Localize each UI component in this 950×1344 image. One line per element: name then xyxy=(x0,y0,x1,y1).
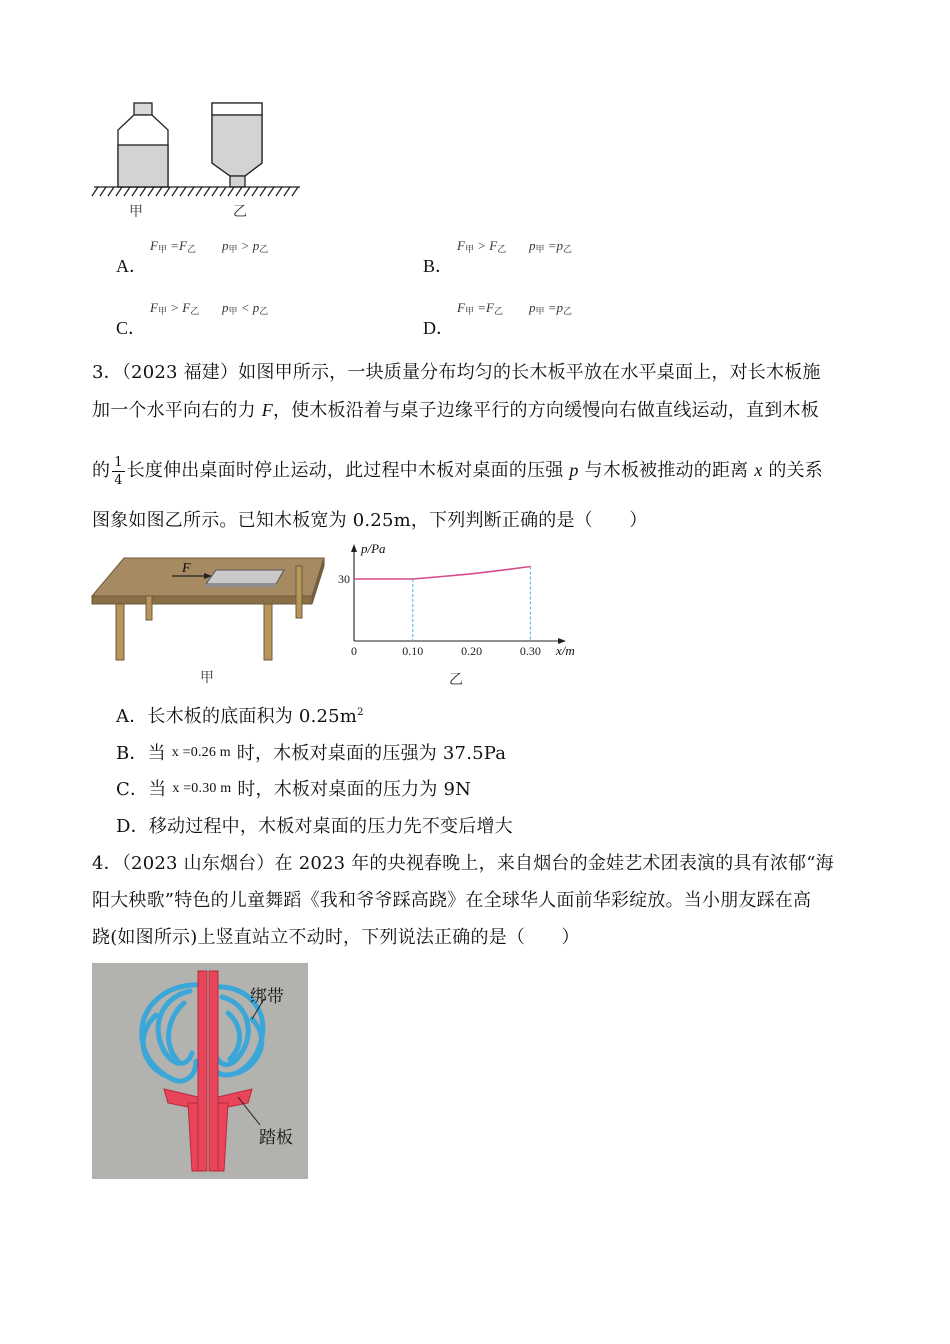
series-line xyxy=(354,567,530,580)
fig1-label-yi: 乙 xyxy=(233,204,247,220)
q3-line-1: 3．（2023 福建）如图甲所示，一块质量分布均匀的长木板平放在水平桌面上，对长木板施 xyxy=(92,362,821,383)
option-letter: B． xyxy=(116,743,148,764)
x-axis-label: x/m xyxy=(556,643,575,658)
option-formula: x =0.30 m xyxy=(172,781,232,796)
option-letter: C． xyxy=(116,779,149,800)
force-relation: $F_甲 =F_乙$ xyxy=(150,238,196,254)
q3-option-b[interactable]: B．当 x =0.26 m 时，木板对桌面的压强为 37.5Pa xyxy=(116,743,507,764)
option-letter: C． xyxy=(116,318,147,338)
bottle-jia xyxy=(118,103,168,187)
force-relation: $F_甲 =F_乙$ xyxy=(457,300,503,316)
force-relation: $F_甲 > F_乙$ xyxy=(457,238,507,254)
pressure-relation: $p_甲 < p_乙$ xyxy=(222,300,269,316)
option-letter: D． xyxy=(116,816,149,837)
q3-option-a[interactable] xyxy=(116,708,364,726)
pressure-distance-chart xyxy=(330,540,590,662)
q3-line-4: 图象如图乙所示。已知木板宽为 0.25m，下列判断正确的是（ ） xyxy=(92,510,648,531)
chart-ticks xyxy=(338,572,541,658)
pedal-label: 踏板 xyxy=(259,1128,293,1148)
option-text: 长木板的底面积为 0.25m xyxy=(147,706,358,727)
force-relation: $F_甲 > F_乙$ xyxy=(150,300,200,316)
q3-option-c[interactable]: C．当 x =0.30 m 时，木板对桌面的压力为 9N xyxy=(116,779,472,800)
ground-line xyxy=(92,187,300,196)
option-letter: A． xyxy=(116,706,148,727)
option-letter: A． xyxy=(116,256,147,276)
y-axis-arrow xyxy=(351,544,357,552)
fig1-label-jia: 甲 xyxy=(129,204,143,220)
pressure-relation: $p_甲 > p_乙$ xyxy=(222,238,269,254)
q3-option-d[interactable] xyxy=(116,818,513,836)
pressure-relation: $p_甲 =p_乙$ xyxy=(529,300,573,316)
fig3-label-yi: 乙 xyxy=(449,672,463,688)
table-figure xyxy=(88,556,328,664)
chart-axes xyxy=(351,544,566,644)
q3-line-3: 的 $\frac{1}{4}$ 长度伸出桌面时停止运动，此过程中木板对桌面的压强 p 与木板被推动的距离 x 的关系 xyxy=(92,454,824,488)
option-letter: B． xyxy=(423,256,454,276)
x-tick-label: 0.10 xyxy=(402,644,424,658)
q2-option-d[interactable] xyxy=(423,300,703,336)
option-formula: x =0.26 m xyxy=(171,745,231,760)
q4-line-1: 4．（2023 山东烟台）在 2023 年的央视春晚上，来自烟台的金娃艺术团表演的具有浓郁“海 xyxy=(92,853,834,874)
option-letter: D． xyxy=(423,318,454,338)
q2-option-b[interactable] xyxy=(423,238,703,274)
x-tick-label: 0 xyxy=(351,644,357,658)
x-tick-label: 0.30 xyxy=(519,644,541,658)
pressure-relation: $p_甲 =p_乙$ xyxy=(529,238,573,254)
force-label: F xyxy=(182,561,191,576)
q3-line-2: 加一个水平向右的力 F，使木板沿着与桌子边缘平行的方向缓慢向右做直线运动，直到木板 xyxy=(92,400,819,421)
q4-line-3: 跷(如图所示)上竖直站立不动时，下列说法正确的是（ ） xyxy=(92,927,580,948)
x-tick-label: 0.20 xyxy=(461,644,483,658)
superscript: 2 xyxy=(357,707,364,718)
q4-line-2: 阳大秧歌”特色的儿童舞蹈《我和爷爷踩高跷》在全球华人面前华彩绽放。当小朋友踩在高 xyxy=(92,890,812,911)
y-axis-label: p/Pa xyxy=(361,541,386,556)
wooden-board xyxy=(206,570,284,587)
bottle-yi xyxy=(212,103,262,187)
strap-label: 绑带 xyxy=(250,987,284,1007)
option-text: 移动过程中，木板对桌面的压力先不变后增大 xyxy=(148,816,513,837)
containers-figure xyxy=(90,96,310,220)
fig3-label-jia: 甲 xyxy=(200,670,214,686)
q2-option-c[interactable] xyxy=(116,300,396,336)
y-tick-label: 30 xyxy=(338,571,350,586)
fraction-one-quarter: $\frac{1}{4}$ xyxy=(114,454,123,488)
q2-option-a[interactable] xyxy=(116,238,396,274)
